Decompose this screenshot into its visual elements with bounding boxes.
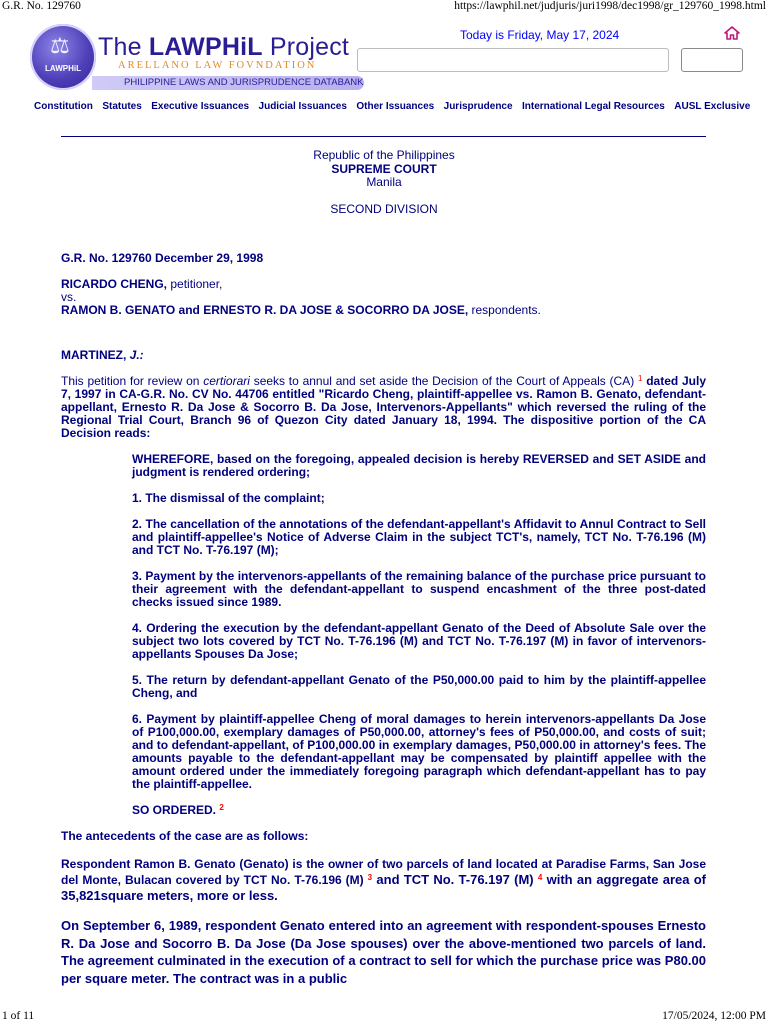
quote-item-6: 6. Payment by plaintiff-appellee Cheng of moral damages to herein intervenors-appellants Da Jose of P100,000.00, exemplary damages of P50,000.00, attorney's fees of P50,000.00, and costs of suit; and to defendant-appellant, of P100,000.00 in exemplary damages, P50,000.00 in attorney's fees. The amounts payable to the defendant-appellant may be compensated by plaintiff appellee with the amount ordered under the immediately foregoing paragraph which defendant-appellant has to pay the plaintiff-appellee. (132, 712, 706, 791)
case-number: G.R. No. 129760 December 29, 1998 (61, 251, 264, 265)
nav-ausl-exclusive[interactable]: AUSL Exclusive (674, 101, 751, 112)
scales-of-justice-icon: ⚖ LAWPHiL (30, 24, 96, 90)
logo-seal-text: LAWPHiL (45, 64, 81, 73)
today-date: Today is Friday, May 17, 2024 (460, 28, 620, 42)
footnote-3[interactable]: 3 (367, 873, 373, 882)
nav-international-legal-resources[interactable]: International Legal Resources (522, 101, 665, 112)
caption-republic: Republic of the Philippines (313, 148, 455, 162)
petitioner-role: petitioner, (167, 277, 223, 291)
logo-title: The LAWPHiL Project (98, 33, 350, 61)
parties (61, 278, 706, 317)
main-nav (34, 96, 760, 114)
footnote-2[interactable]: 2 (219, 803, 224, 812)
logo-band: PHILIPPINE LAWS AND JURISPRUDENCE DATABANK (92, 76, 364, 90)
nav-jurisprudence[interactable]: Jurisprudence (443, 101, 513, 112)
antecedents-heading: The antecedents of the case are as follows: (61, 829, 309, 843)
quote-item-5: 5. The return by defendant-appellant Genato of the P50,000.00 paid to him by the plaintiff-appellee Cheng, and (132, 673, 706, 700)
petitioner-name: RICARDO CHENG, (61, 277, 168, 291)
court-caption (0, 149, 768, 216)
nav-judicial-issuances[interactable]: Judicial Issuances (258, 101, 347, 112)
footnote-4[interactable]: 4 (537, 873, 543, 882)
lawphil-logo[interactable] (30, 24, 370, 94)
header-divider (61, 136, 706, 137)
caption-city: Manila (366, 175, 402, 189)
footnote-1[interactable]: 1 (637, 374, 643, 383)
print-url: https://lawphil.net/judjuris/juri1998/dec1998/gr_129760_1998.html (454, 0, 766, 12)
caption-division: SECOND DIVISION (330, 201, 438, 216)
respondents-role: respondents. (468, 303, 541, 317)
nav-statutes[interactable]: Statutes (102, 101, 142, 112)
facts-paragraph-1: Respondent Ramon B. Genato (Genato) is the owner of two parcels of land located at Paradise Farms, San Jose del Monte, Bulacan covered by TCT No. T-76.196 (M) $^3$ and TCT No. T-76.197 (M) $^4$ with an aggregate area of 35,821square meters, more or less. (61, 857, 707, 903)
logo-subtitle: ARELLANO LAW FOVNDATION (118, 60, 317, 71)
quote-wherefore: WHEREFORE, based on the foregoing, appealed decision is hereby REVERSED and SET ASIDE and judgment is rendered ordering; (132, 452, 706, 479)
versus: vs. (61, 290, 77, 304)
intro-paragraph: This petition for review on certiorari seeks to annul and set aside the Decision of the Court of Appeals (CA) $^1$ dated July 7, 1997 in CA-G.R. No. CV No. 44706 entitled "Ricardo Cheng, plaintiff-appellee vs. Ramon B. Genato, defendant-appellant, Ernesto R. Da Jose & Socorro B. Da Jose, Intervenors-Appellants" which reversed the ruling of the Regional Trial Court, Branch 96 of Quezon City dated January 18, 1994. The dispositive portion of the CA Decision reads: (61, 374, 706, 440)
nav-constitution[interactable]: Constitution (34, 101, 93, 112)
search-button[interactable] (681, 48, 743, 72)
quote-item-1: 1. The dismissal of the complaint; (132, 491, 325, 505)
search-input[interactable] (357, 48, 669, 72)
print-timestamp: 17/05/2024, 12:00 PM (662, 1010, 766, 1022)
respondents-names: RAMON B. GENATO and ERNESTO R. DA JOSE & SOCORRO DA JOSE, (61, 303, 469, 317)
nav-other-issuances[interactable]: Other Issuances (356, 101, 435, 112)
quote-item-4: 4. Ordering the execution by the defendant-appellant Genato of the Deed of Absolute Sale over the subject two lots covered by TCT No. T-76.196 (M) and TCT No. T-76.197 (M) in favor of intervenors-appellants Spouses Da Jose; (132, 621, 706, 661)
print-page-number: 1 of 11 (2, 1010, 35, 1022)
quote-so-ordered: SO ORDERED. $^2$ (132, 803, 224, 817)
nav-executive-issuances[interactable]: Executive Issuances (151, 101, 250, 112)
print-title: G.R. No. 129760 (2, 0, 81, 12)
facts-paragraph-2: On September 6, 1989, respondent Genato entered into an agreement with respondent-spouses Ernesto R. Da Jose and Socorro B. Da Jose (Da Jose spouses) over the above-mentioned two parcels of land. The agreement culminated in the execution of a contract to sell for which the purchase price was P80.00 per square meter. The contract was in a public (61, 918, 706, 986)
ponente: MARTINEZ, J.: (61, 348, 144, 362)
home-icon[interactable] (724, 26, 740, 40)
quote-item-3: 3. Payment by the intervenors-appellants of the remaining balance of the purchase price pursuant to their agreement with the defendant-appellant to suspend encashment of the three post-dated checks issued since 1989. (132, 569, 706, 609)
decision-text (61, 252, 706, 987)
caption-court: SUPREME COURT (331, 161, 437, 176)
quote-item-2: 2. The cancellation of the annotations of the defendant-appellant's Affidavit to Annul Contract to Sell and plaintiff-appellee's Notice of Adverse Claim in the subject TCT's, namely, TCT No. T-76.196 (M) and TCT No. T-76.197 (M); (132, 517, 706, 557)
